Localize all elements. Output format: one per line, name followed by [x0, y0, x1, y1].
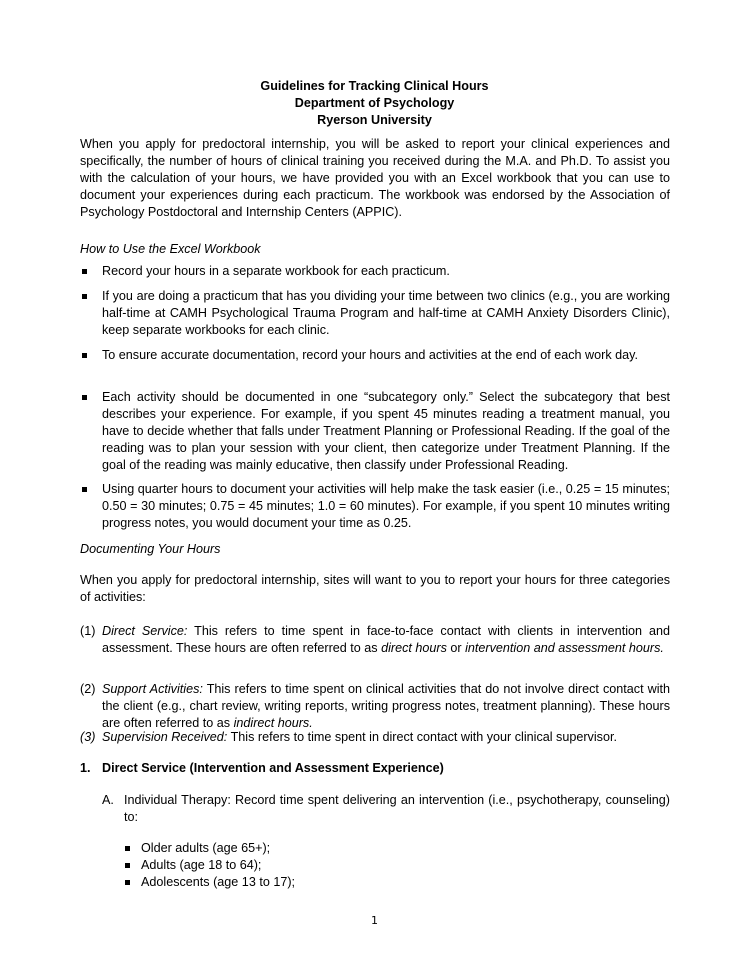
- list-item: [80, 389, 670, 474]
- document-header: [0, 78, 749, 129]
- age-group-text: Adolescents (age 13 to 17);: [141, 875, 296, 889]
- bullet-text: Each activity should be documented in one “subcategory only.” Select the subcategory that best describes your experience. For example, if you spent 45 minutes reading a treatment manual, you have to decide whether that falls under Treatment Planning or Professional Reading. If the goal of the reading was to plan your session with your client, then categorize under Treatment Planning. If the goal of the reading was mainly educative, then classify under Professional Reading.: [102, 390, 670, 472]
- section-title: Direct Service (Intervention and Assessment Experience): [102, 761, 444, 775]
- item-emphasis: direct hours: [381, 641, 447, 655]
- list-item: [80, 347, 670, 364]
- item-body: or: [446, 641, 466, 655]
- documenting-intro: When you apply for predoctoral internship, sites will want to you to report your hours for three categories of activities:: [80, 573, 670, 604]
- item-text: [102, 729, 670, 746]
- item-emphasis: intervention and assessment hours.: [465, 641, 664, 655]
- section-heading: [80, 760, 444, 777]
- bullet-icon: [82, 487, 87, 492]
- bullet-icon: [125, 880, 130, 885]
- bullet-icon: [82, 395, 87, 400]
- bullet-icon: [82, 353, 87, 358]
- page-number: 1: [371, 914, 378, 927]
- bullet-icon: [125, 846, 130, 851]
- subsection-a: [102, 792, 670, 826]
- category-item: [80, 729, 670, 746]
- category-item: [80, 681, 670, 732]
- item-body: This refers to time spent in direct contact with your clinical supervisor.: [227, 730, 617, 744]
- age-group-list: [125, 840, 525, 891]
- bullet-icon: [125, 863, 130, 868]
- age-group-text: Older adults (age 65+);: [141, 841, 271, 855]
- list-item: [80, 288, 670, 339]
- subsection-label: A.: [102, 793, 114, 807]
- bullet-icon: [82, 294, 87, 299]
- document-title: Guidelines for Tracking Clinical Hours: [260, 79, 489, 93]
- item-number: (2): [80, 682, 96, 696]
- section-number: 1.: [80, 761, 91, 775]
- department-name: Department of Psychology: [294, 96, 455, 110]
- list-item: [80, 481, 670, 532]
- bullet-text: Record your hours in a separate workbook for each practicum.: [102, 264, 450, 278]
- documenting-heading: Documenting Your Hours: [80, 542, 221, 556]
- subsection-text: Individual Therapy: Record time spent delivering an intervention (i.e., psychotherapy, counseling) to:: [124, 793, 670, 824]
- bullet-text: If you are doing a practicum that has you dividing your time between two clinics (e.g., you are working half-time at CAMH Psychological Trauma Program and half-time at CAMH Anxiety Disorders Clinic), keep separate workbooks for each clinic.: [102, 289, 670, 337]
- how-to-heading: How to Use the Excel Workbook: [80, 242, 261, 256]
- bullet-text: To ensure accurate documentation, record your hours and activities at the end of each work day.: [102, 348, 639, 362]
- intro-paragraph: When you apply for predoctoral internship, you will be asked to report your clinical experiences and specifically, the number of hours of clinical training you received during the M.A. and Ph.D. To assist you with the calculation of your hours, we have provided you with an Excel workbook that you can use to document your experiences during each practicum. The workbook was endorsed by the Association of Psychology Postdoctoral and Internship Centers (APPIC).: [80, 137, 670, 219]
- university-name: Ryerson University: [317, 113, 432, 127]
- item-term: Direct Service:: [102, 624, 188, 638]
- item-body: This refers to time spent on clinical activities that do not involve direct contact with the client (e.g., chart review, writing reports, writing progress notes, treatment planning). These hours are often referred to as: [102, 682, 671, 730]
- item-term: Support Activities:: [102, 682, 203, 696]
- bullet-icon: [82, 269, 87, 274]
- item-body: This refers to time spent in face-to-face contact with clients in intervention and assessment. These hours are often referred to as: [102, 624, 670, 655]
- item-number: (3): [80, 730, 96, 744]
- list-item: [80, 263, 670, 280]
- item-text: [102, 623, 670, 657]
- item-text: [102, 681, 670, 732]
- item-term: Supervision Received:: [102, 730, 228, 744]
- category-item: [80, 623, 670, 657]
- bullet-text: Using quarter hours to document your activities will help make the task easier (i.e., 0.25 = 15 minutes; 0.50 = 30 minutes; 0.75 = 45 minutes; 1.0 = 60 minutes). For example, if you spent 10 minutes writing progress notes, you would document your time as 0.25.: [102, 482, 670, 530]
- item-number: (1): [80, 624, 96, 638]
- age-group-text: Adults (age 18 to 64);: [141, 858, 262, 872]
- list-item: [125, 840, 525, 857]
- list-item: [125, 857, 525, 874]
- list-item: [125, 874, 525, 891]
- item-emphasis: indirect hours.: [233, 716, 313, 730]
